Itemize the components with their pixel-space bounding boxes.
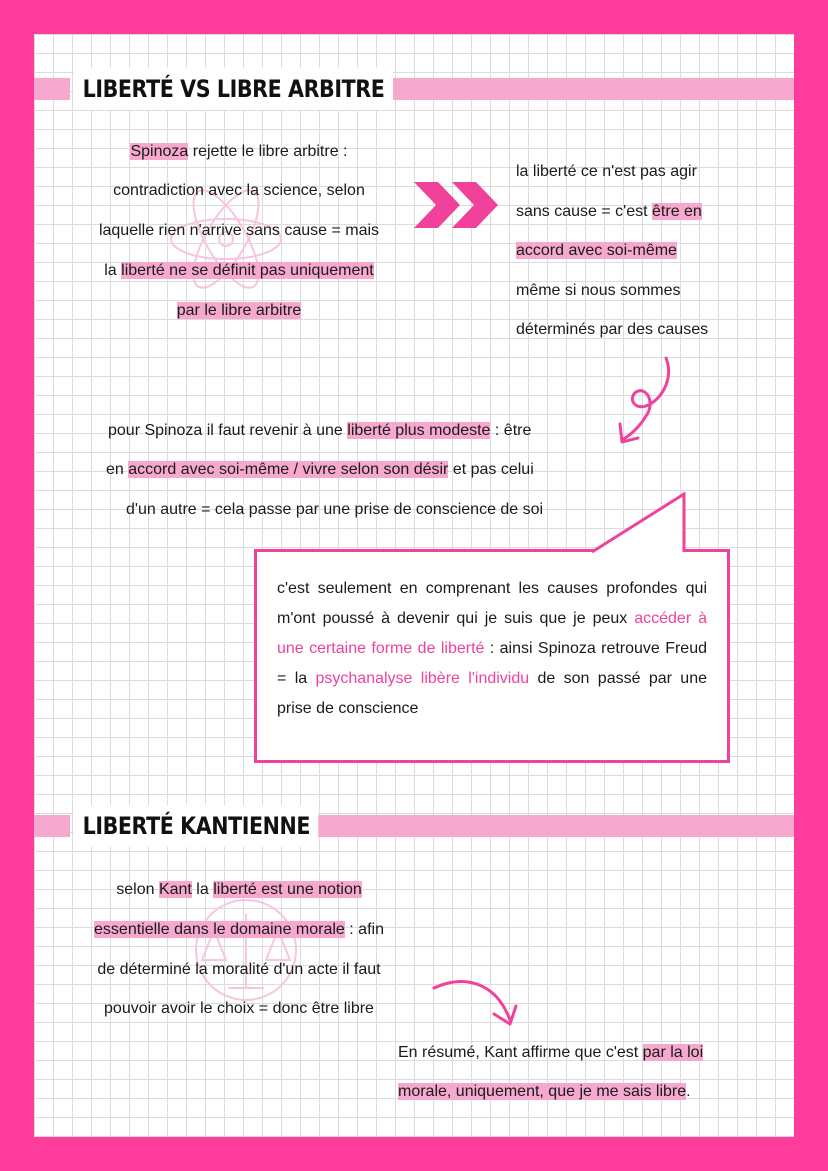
curly-arrow-down-icon — [610, 354, 680, 448]
s1-middle-line-2 — [106, 460, 534, 480]
s2-summary-line-1 — [398, 1043, 703, 1063]
highlight: être en — [652, 203, 702, 220]
highlight-spinoza: Spinoza — [130, 143, 189, 160]
pink-text: psychanalyse libère l'individu — [315, 670, 530, 687]
callout-tail — [590, 492, 690, 554]
s1-right-line-1: la liberté ce n'est pas agir — [516, 163, 697, 180]
s1-right-line-3 — [516, 241, 677, 261]
highlight: liberté est une notion — [213, 881, 362, 898]
s1-left-line-4 — [64, 261, 414, 281]
highlight-kant: Kant — [158, 881, 192, 898]
scales-icon — [184, 892, 308, 1008]
s1-middle-line-3: d'un autre = cela passe par une prise de conscience de soi — [126, 501, 544, 518]
text: la — [191, 881, 214, 898]
s1-left-line-5 — [64, 301, 414, 321]
text: la — [104, 262, 122, 279]
highlight: morale, uniquement, que je me sais libre — [398, 1083, 687, 1100]
s1-middle-line-1 — [108, 421, 531, 441]
pink-text: accéder à une certaine forme de liberté — [277, 610, 708, 657]
highlight: liberté ne se définit pas uniquement — [121, 262, 374, 279]
highlight: accord avec soi-même / vivre selon son désir — [128, 461, 449, 478]
text: selon — [116, 881, 159, 898]
highlight: liberté plus modeste — [347, 422, 491, 439]
s2-summary-line-2 — [398, 1082, 691, 1102]
text: : ainsi Spinoza retrouve Freud = la — [277, 640, 707, 687]
callout-box — [254, 549, 730, 763]
text: pour Spinoza il faut revenir à une — [108, 422, 348, 439]
s1-left-line-2: contradiction avec la science, selon — [113, 182, 365, 199]
s1-left-line-3: laquelle rien n'arrive sans cause = mais — [98, 222, 380, 239]
s1-left-line-1 — [64, 142, 414, 162]
heading-band-left — [34, 78, 70, 100]
s2-left-line-4: pouvoir avoir le choix = donc être libre — [104, 1000, 374, 1017]
chevron-double-right-icon — [408, 180, 504, 230]
text: de son passé par une prise de conscience — [277, 670, 708, 717]
highlight: par le libre arbitre — [176, 302, 302, 319]
s2-left-line-2 — [64, 920, 414, 940]
s2-left-line-3: de déterminé la moralité d'un acte il faut — [97, 961, 381, 978]
heading-band-right — [354, 78, 794, 100]
highlight: par la loi — [642, 1044, 704, 1061]
curved-arrow-right-icon — [430, 974, 520, 1032]
section-title: LIBERTÉ VS LIBRE ARBITRE — [74, 68, 393, 110]
text: : afin — [344, 921, 384, 938]
section-title: LIBERTÉ KANTIENNE — [74, 805, 319, 847]
text: En résumé, Kant affirme que c'est — [398, 1044, 643, 1061]
text: sans cause = c'est — [516, 203, 653, 220]
text: : être — [490, 422, 532, 439]
text: c'est seulement en comprenant les causes profondes qui m'ont poussé à devenir qui je suis que je peux — [277, 580, 707, 627]
highlight: essentielle dans le domaine morale — [94, 921, 345, 938]
section-heading-liberte-vs-libre-arbitre — [34, 68, 794, 110]
s1-right-line-5: déterminés par des causes — [516, 321, 709, 338]
text: en — [106, 461, 129, 478]
highlight: accord avec soi-même — [516, 242, 677, 259]
text: rejette le libre arbitre : — [188, 143, 348, 160]
s2-left-line-1 — [64, 880, 414, 900]
section-heading-liberte-kantienne — [34, 805, 794, 847]
heading-band-left — [34, 815, 70, 837]
text: et pas celui — [448, 461, 534, 478]
s1-right-line-4: même si nous sommes — [516, 282, 681, 299]
s1-right-line-2 — [516, 202, 702, 222]
notes-page — [34, 34, 794, 1137]
text: . — [686, 1083, 691, 1100]
heading-band-right — [282, 815, 794, 837]
